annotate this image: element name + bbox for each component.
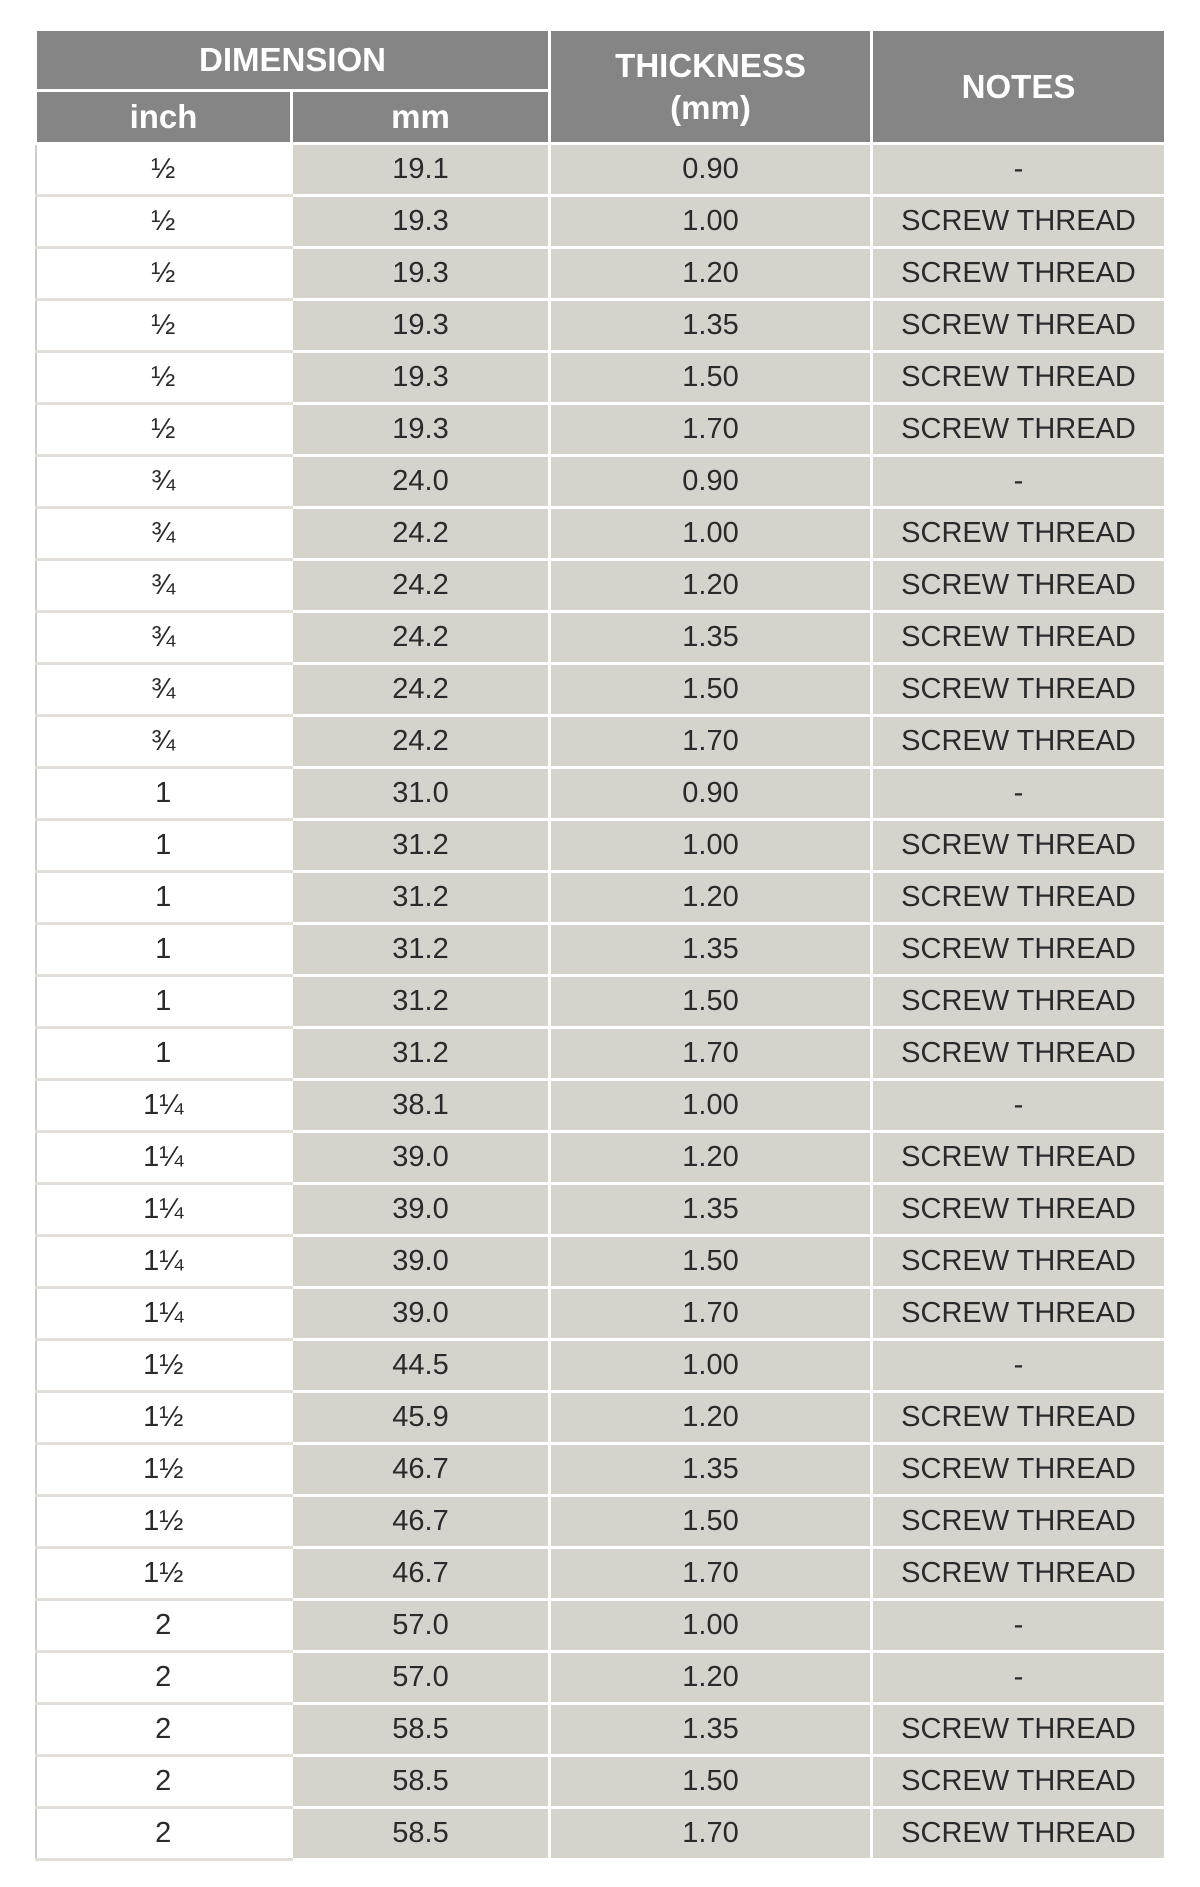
notes-cell: SCREW THREAD	[872, 924, 1166, 976]
notes-cell: SCREW THREAD	[872, 1288, 1166, 1340]
table-row	[36, 1392, 1166, 1444]
thickness-cell: 1.70	[550, 1028, 872, 1080]
mm-cell: 31.0	[292, 768, 550, 820]
table-row	[36, 1548, 1166, 1600]
notes-cell: SCREW THREAD	[872, 664, 1166, 716]
inch-cell: ¾	[36, 664, 292, 716]
notes-cell: SCREW THREAD	[872, 1756, 1166, 1808]
thickness-cell: 1.20	[550, 248, 872, 300]
thickness-cell: 1.50	[550, 1756, 872, 1808]
table-row	[36, 716, 1166, 768]
table-row	[36, 820, 1166, 872]
notes-cell: SCREW THREAD	[872, 560, 1166, 612]
notes-cell: SCREW THREAD	[872, 404, 1166, 456]
header-notes: NOTES	[872, 30, 1166, 144]
inch-cell: 1½	[36, 1340, 292, 1392]
table-row	[36, 456, 1166, 508]
thickness-cell: 1.00	[550, 1080, 872, 1132]
mm-cell: 31.2	[292, 872, 550, 924]
mm-cell: 19.3	[292, 352, 550, 404]
inch-cell: 1	[36, 820, 292, 872]
inch-cell: 1¼	[36, 1184, 292, 1236]
notes-cell: SCREW THREAD	[872, 1028, 1166, 1080]
thickness-cell: 1.20	[550, 1132, 872, 1184]
inch-cell: 2	[36, 1756, 292, 1808]
header-thickness-unit: (mm)	[670, 88, 751, 126]
mm-cell: 46.7	[292, 1496, 550, 1548]
inch-cell: 1	[36, 924, 292, 976]
notes-cell: SCREW THREAD	[872, 820, 1166, 872]
thickness-cell: 1.50	[550, 664, 872, 716]
thickness-cell: 1.35	[550, 612, 872, 664]
mm-cell: 57.0	[292, 1652, 550, 1704]
thickness-cell: 1.20	[550, 560, 872, 612]
mm-cell: 39.0	[292, 1132, 550, 1184]
table-row	[36, 508, 1166, 560]
inch-cell: ½	[36, 404, 292, 456]
inch-cell: 2	[36, 1704, 292, 1756]
thickness-cell: 1.35	[550, 1444, 872, 1496]
mm-cell: 19.3	[292, 404, 550, 456]
notes-cell: -	[872, 1600, 1166, 1652]
notes-cell: -	[872, 768, 1166, 820]
notes-cell: -	[872, 1652, 1166, 1704]
table-row	[36, 1756, 1166, 1808]
inch-cell: 1½	[36, 1548, 292, 1600]
thickness-cell: 1.20	[550, 1652, 872, 1704]
mm-cell: 31.2	[292, 924, 550, 976]
inch-cell: ½	[36, 300, 292, 352]
table-row	[36, 1704, 1166, 1756]
header-thickness-label: THICKNESS	[615, 47, 806, 85]
thickness-cell: 1.70	[550, 1548, 872, 1600]
mm-cell: 31.2	[292, 976, 550, 1028]
thickness-cell: 1.50	[550, 1236, 872, 1288]
thickness-cell: 0.90	[550, 456, 872, 508]
thickness-cell: 1.20	[550, 1392, 872, 1444]
header-row-top	[36, 30, 1166, 91]
thickness-cell: 1.70	[550, 404, 872, 456]
header-dimension: DIMENSION	[36, 30, 550, 91]
mm-cell: 19.3	[292, 248, 550, 300]
table-row	[36, 924, 1166, 976]
notes-cell: SCREW THREAD	[872, 300, 1166, 352]
inch-cell: 2	[36, 1808, 292, 1860]
table-row	[36, 300, 1166, 352]
table-row	[36, 1080, 1166, 1132]
mm-cell: 31.2	[292, 1028, 550, 1080]
inch-cell: 1½	[36, 1444, 292, 1496]
inch-cell: 1	[36, 872, 292, 924]
notes-cell: SCREW THREAD	[872, 1236, 1166, 1288]
inch-cell: 1	[36, 1028, 292, 1080]
inch-cell: 1½	[36, 1392, 292, 1444]
table-row	[36, 1132, 1166, 1184]
inch-cell: ½	[36, 352, 292, 404]
thickness-cell: 1.70	[550, 1288, 872, 1340]
notes-cell: SCREW THREAD	[872, 1704, 1166, 1756]
table-row	[36, 1652, 1166, 1704]
header-inch: inch	[36, 91, 292, 144]
inch-cell: 1¼	[36, 1132, 292, 1184]
thickness-cell: 1.50	[550, 352, 872, 404]
thickness-cell: 1.70	[550, 716, 872, 768]
mm-cell: 58.5	[292, 1704, 550, 1756]
thickness-cell: 1.00	[550, 1600, 872, 1652]
thickness-cell: 1.70	[550, 1808, 872, 1860]
table-row	[36, 976, 1166, 1028]
table-header	[36, 30, 1166, 144]
table-row	[36, 1340, 1166, 1392]
inch-cell: 1	[36, 768, 292, 820]
notes-cell: SCREW THREAD	[872, 1496, 1166, 1548]
notes-cell: SCREW THREAD	[872, 1132, 1166, 1184]
inch-cell: 2	[36, 1600, 292, 1652]
mm-cell: 19.1	[292, 144, 550, 196]
table-row	[36, 664, 1166, 716]
inch-cell: ½	[36, 248, 292, 300]
table-row	[36, 768, 1166, 820]
notes-cell: SCREW THREAD	[872, 196, 1166, 248]
table-row	[36, 612, 1166, 664]
inch-cell: ¾	[36, 456, 292, 508]
table-row	[36, 1028, 1166, 1080]
notes-cell: SCREW THREAD	[872, 1808, 1166, 1860]
inch-cell: ¾	[36, 612, 292, 664]
table-row	[36, 1808, 1166, 1860]
inch-cell: 1¼	[36, 1080, 292, 1132]
notes-cell: SCREW THREAD	[872, 248, 1166, 300]
inch-cell: 1¼	[36, 1236, 292, 1288]
table-row	[36, 560, 1166, 612]
thickness-cell: 1.50	[550, 976, 872, 1028]
mm-cell: 39.0	[292, 1184, 550, 1236]
thickness-cell: 1.35	[550, 300, 872, 352]
mm-cell: 24.2	[292, 560, 550, 612]
notes-cell: -	[872, 1340, 1166, 1392]
mm-cell: 19.3	[292, 300, 550, 352]
header-thickness	[550, 30, 872, 144]
notes-cell: -	[872, 1080, 1166, 1132]
thickness-cell: 1.35	[550, 1704, 872, 1756]
notes-cell: SCREW THREAD	[872, 612, 1166, 664]
table-row	[36, 1444, 1166, 1496]
table-row	[36, 1288, 1166, 1340]
mm-cell: 24.0	[292, 456, 550, 508]
table-row	[36, 144, 1166, 196]
mm-cell: 38.1	[292, 1080, 550, 1132]
thickness-cell: 0.90	[550, 768, 872, 820]
mm-cell: 45.9	[292, 1392, 550, 1444]
thickness-cell: 1.00	[550, 508, 872, 560]
thickness-cell: 1.50	[550, 1496, 872, 1548]
notes-cell: -	[872, 456, 1166, 508]
mm-cell: 24.2	[292, 508, 550, 560]
notes-cell: SCREW THREAD	[872, 716, 1166, 768]
thickness-cell: 1.00	[550, 820, 872, 872]
mm-cell: 58.5	[292, 1808, 550, 1860]
thickness-cell: 0.90	[550, 144, 872, 196]
table-row	[36, 1600, 1166, 1652]
mm-cell: 46.7	[292, 1548, 550, 1600]
table-row	[36, 248, 1166, 300]
mm-cell: 46.7	[292, 1444, 550, 1496]
thickness-cell: 1.00	[550, 1340, 872, 1392]
table-body	[36, 144, 1166, 1860]
table-row	[36, 1496, 1166, 1548]
mm-cell: 58.5	[292, 1756, 550, 1808]
mm-cell: 39.0	[292, 1288, 550, 1340]
table-row	[36, 404, 1166, 456]
mm-cell: 19.3	[292, 196, 550, 248]
inch-cell: 1½	[36, 1496, 292, 1548]
notes-cell: SCREW THREAD	[872, 1184, 1166, 1236]
table-row	[36, 196, 1166, 248]
notes-cell: SCREW THREAD	[872, 1444, 1166, 1496]
notes-cell: SCREW THREAD	[872, 872, 1166, 924]
notes-cell: SCREW THREAD	[872, 1548, 1166, 1600]
inch-cell: ½	[36, 196, 292, 248]
notes-cell: SCREW THREAD	[872, 352, 1166, 404]
thickness-cell: 1.35	[550, 924, 872, 976]
notes-cell: SCREW THREAD	[872, 1392, 1166, 1444]
dimension-spec-table	[34, 28, 1167, 1861]
inch-cell: ¾	[36, 508, 292, 560]
mm-cell: 39.0	[292, 1236, 550, 1288]
thickness-cell: 1.00	[550, 196, 872, 248]
notes-cell: SCREW THREAD	[872, 508, 1166, 560]
mm-cell: 24.2	[292, 716, 550, 768]
thickness-cell: 1.20	[550, 872, 872, 924]
mm-cell: 44.5	[292, 1340, 550, 1392]
table-row	[36, 1184, 1166, 1236]
notes-cell: -	[872, 144, 1166, 196]
inch-cell: 2	[36, 1652, 292, 1704]
table-row	[36, 352, 1166, 404]
notes-cell: SCREW THREAD	[872, 976, 1166, 1028]
inch-cell: ¾	[36, 560, 292, 612]
table-row	[36, 1236, 1166, 1288]
inch-cell: ¾	[36, 716, 292, 768]
mm-cell: 24.2	[292, 612, 550, 664]
thickness-cell: 1.35	[550, 1184, 872, 1236]
header-mm: mm	[292, 91, 550, 144]
mm-cell: 24.2	[292, 664, 550, 716]
inch-cell: ½	[36, 144, 292, 196]
inch-cell: 1¼	[36, 1288, 292, 1340]
mm-cell: 57.0	[292, 1600, 550, 1652]
inch-cell: 1	[36, 976, 292, 1028]
mm-cell: 31.2	[292, 820, 550, 872]
table-row	[36, 872, 1166, 924]
